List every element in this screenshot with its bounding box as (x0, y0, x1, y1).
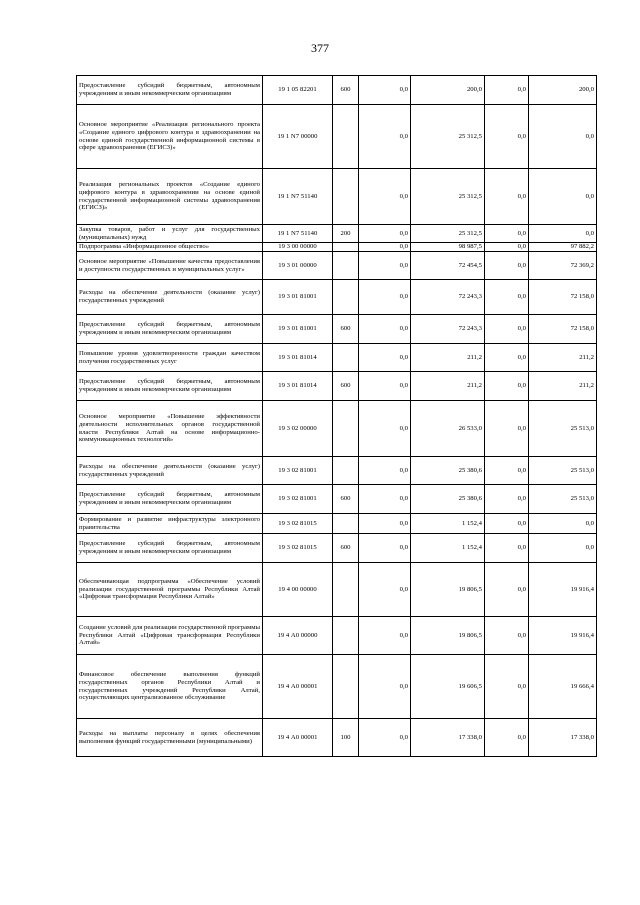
row-classification-code: 19 1 N7 51140 (263, 225, 333, 243)
row-value-2: 25 380,6 (411, 485, 485, 514)
row-expense-type (333, 457, 359, 485)
row-classification-code: 19 3 02 81015 (263, 534, 333, 563)
row-value-2: 211,2 (411, 344, 485, 372)
row-value-4: 0,0 (529, 169, 597, 225)
row-value-2: 98 987,5 (411, 243, 485, 252)
row-value-2: 72 243,3 (411, 315, 485, 344)
row-value-4: 72 369,2 (529, 252, 597, 280)
table-row (77, 76, 597, 105)
row-value-3: 0,0 (485, 401, 529, 457)
row-name: Предоставление субсидий бюджетным, автономным учреждениям и иным некоммерческим организациям (77, 76, 263, 105)
row-value-4: 17 338,0 (529, 719, 597, 757)
row-name: Реализация региональных проектов «Создание единого цифрового контура в здравоохранении на основе единой государственной информационной системы здравоохранения (ЕГИСЗ)» (77, 169, 263, 225)
table-row (77, 719, 597, 757)
row-name: Финансовое обеспечение выполнения функций государственных органов Республики Алтай и государственных учреждений Республики Алтай, осуществляющих централизованное обслуживание (77, 655, 263, 719)
row-value-1: 0,0 (359, 401, 411, 457)
row-value-4: 0,0 (529, 225, 597, 243)
row-name: Расходы на обеспечение деятельности (оказание услуг) государственных учреждений (77, 457, 263, 485)
row-value-4: 19 916,4 (529, 563, 597, 617)
row-expense-type (333, 344, 359, 372)
row-classification-code: 19 3 02 00000 (263, 401, 333, 457)
row-expense-type (333, 105, 359, 169)
table-row (77, 401, 597, 457)
row-classification-code: 19 3 01 81001 (263, 315, 333, 344)
row-expense-type (333, 243, 359, 252)
row-name: Обеспечивающая подпрограмма «Обеспечение условий реализации государственной программы Республики Алтай «Цифровая трансформация Республики Алтай» (77, 563, 263, 617)
table-row (77, 169, 597, 225)
row-value-3: 0,0 (485, 534, 529, 563)
row-value-2: 17 338,0 (411, 719, 485, 757)
row-value-2: 211,2 (411, 372, 485, 401)
row-value-2: 72 243,3 (411, 280, 485, 315)
row-classification-code: 19 3 01 81014 (263, 344, 333, 372)
row-value-4: 25 513,0 (529, 401, 597, 457)
row-value-4: 0,0 (529, 534, 597, 563)
row-name: Повышение уровня удовлетворенности граждан качеством получения государственных услуг (77, 344, 263, 372)
row-name: Создание условий для реализации государственной программы Республики Алтай «Цифровая трансформация Республики Алтай» (77, 617, 263, 655)
row-value-4: 19 916,4 (529, 617, 597, 655)
row-expense-type (333, 401, 359, 457)
row-value-3: 0,0 (485, 225, 529, 243)
row-classification-code: 19 4 А0 00001 (263, 655, 333, 719)
row-expense-type: 600 (333, 76, 359, 105)
row-expense-type (333, 563, 359, 617)
table-row (77, 225, 597, 243)
row-value-3: 0,0 (485, 280, 529, 315)
table-row (77, 344, 597, 372)
row-value-4: 72 158,0 (529, 280, 597, 315)
row-classification-code: 19 3 02 81015 (263, 514, 333, 534)
row-name: Основное мероприятие «Реализация регионального проекта «Создание единого цифрового контура в здравоохранении на основе единой государственной информационной системы в сфере здравоохранения (ЕГИСЗ)» (77, 105, 263, 169)
row-expense-type: 600 (333, 485, 359, 514)
row-value-2: 200,0 (411, 76, 485, 105)
row-value-3: 0,0 (485, 563, 529, 617)
row-value-4: 25 513,0 (529, 485, 597, 514)
row-expense-type (333, 280, 359, 315)
row-value-4: 0,0 (529, 105, 597, 169)
row-value-2: 25 380,6 (411, 457, 485, 485)
row-value-3: 0,0 (485, 243, 529, 252)
row-value-4: 25 513,0 (529, 457, 597, 485)
table-row (77, 534, 597, 563)
row-value-1: 0,0 (359, 563, 411, 617)
row-value-3: 0,0 (485, 514, 529, 534)
row-expense-type (333, 252, 359, 280)
row-value-2: 25 312,5 (411, 169, 485, 225)
row-classification-code: 19 1 N7 00000 (263, 105, 333, 169)
row-value-2: 19 606,5 (411, 655, 485, 719)
table-row (77, 617, 597, 655)
row-value-1: 0,0 (359, 315, 411, 344)
table-row (77, 655, 597, 719)
page-number: 377 (311, 41, 329, 55)
row-value-3: 0,0 (485, 372, 529, 401)
row-name: Подпрограмма «Информационное общество» (77, 243, 263, 252)
row-value-1: 0,0 (359, 485, 411, 514)
row-value-2: 25 312,5 (411, 105, 485, 169)
row-value-1: 0,0 (359, 719, 411, 757)
table-row (77, 372, 597, 401)
table-row (77, 514, 597, 534)
row-name: Закупка товаров, работ и услуг для государственных (муниципальных) нужд (77, 225, 263, 243)
table-row (77, 252, 597, 280)
row-value-4: 97 882,2 (529, 243, 597, 252)
row-value-1: 0,0 (359, 243, 411, 252)
row-name: Предоставление субсидий бюджетным, автономным учреждениям и иным некоммерческим организациям (77, 485, 263, 514)
row-value-3: 0,0 (485, 617, 529, 655)
row-value-3: 0,0 (485, 719, 529, 757)
row-value-3: 0,0 (485, 457, 529, 485)
row-value-2: 25 312,5 (411, 225, 485, 243)
row-expense-type (333, 169, 359, 225)
row-name: Предоставление субсидий бюджетным, автономным учреждениям и иным некоммерческим организациям (77, 315, 263, 344)
row-classification-code: 19 1 N7 51140 (263, 169, 333, 225)
row-expense-type (333, 655, 359, 719)
row-value-2: 1 152,4 (411, 534, 485, 563)
row-classification-code: 19 3 00 00000 (263, 243, 333, 252)
row-value-3: 0,0 (485, 76, 529, 105)
row-value-2: 19 806,5 (411, 563, 485, 617)
row-value-4: 211,2 (529, 372, 597, 401)
row-name: Основное мероприятие «Повышение эффективности деятельности исполнительных органов государственной власти Республики Алтай на основе информационно-коммуникационных технологий» (77, 401, 263, 457)
budget-table (76, 75, 597, 757)
row-value-1: 0,0 (359, 372, 411, 401)
row-value-1: 0,0 (359, 252, 411, 280)
row-value-3: 0,0 (485, 252, 529, 280)
row-classification-code: 19 4 00 00000 (263, 563, 333, 617)
row-value-1: 0,0 (359, 225, 411, 243)
row-value-2: 72 454,5 (411, 252, 485, 280)
row-value-1: 0,0 (359, 105, 411, 169)
row-expense-type (333, 514, 359, 534)
row-value-1: 0,0 (359, 280, 411, 315)
row-name: Формирование и развитие инфраструктуры электронного правительства (77, 514, 263, 534)
row-value-4: 211,2 (529, 344, 597, 372)
row-expense-type: 100 (333, 719, 359, 757)
table-row (77, 243, 597, 252)
row-name: Расходы на обеспечение деятельности (оказание услуг) государственных учреждений (77, 280, 263, 315)
row-expense-type: 600 (333, 372, 359, 401)
row-expense-type: 200 (333, 225, 359, 243)
row-value-3: 0,0 (485, 485, 529, 514)
row-value-3: 0,0 (485, 169, 529, 225)
row-name: Предоставление субсидий бюджетным, автономным учреждениям и иным некоммерческим организациям (77, 534, 263, 563)
row-classification-code: 19 1 05 82201 (263, 76, 333, 105)
row-expense-type (333, 617, 359, 655)
table-row (77, 105, 597, 169)
row-value-1: 0,0 (359, 457, 411, 485)
row-value-4: 0,0 (529, 514, 597, 534)
row-classification-code: 19 3 01 81014 (263, 372, 333, 401)
row-classification-code: 19 3 02 81001 (263, 457, 333, 485)
row-name: Расходы на выплаты персоналу в целях обеспечения выполнения функций государственными (муниципальными) (77, 719, 263, 757)
row-value-2: 1 152,4 (411, 514, 485, 534)
row-name: Основное мероприятие «Повышение качества предоставления и доступности государственных и муниципальных услуг» (77, 252, 263, 280)
row-classification-code: 19 3 02 81001 (263, 485, 333, 514)
row-value-1: 0,0 (359, 655, 411, 719)
row-value-3: 0,0 (485, 655, 529, 719)
row-classification-code: 19 3 01 81001 (263, 280, 333, 315)
table-row (77, 485, 597, 514)
row-classification-code: 19 3 01 00000 (263, 252, 333, 280)
row-value-4: 19 666,4 (529, 655, 597, 719)
row-value-4: 72 158,0 (529, 315, 597, 344)
row-value-1: 0,0 (359, 169, 411, 225)
row-expense-type: 600 (333, 534, 359, 563)
row-value-1: 0,0 (359, 344, 411, 372)
row-value-3: 0,0 (485, 315, 529, 344)
table-row (77, 315, 597, 344)
row-value-1: 0,0 (359, 76, 411, 105)
table-row (77, 457, 597, 485)
row-value-1: 0,0 (359, 617, 411, 655)
row-value-4: 200,0 (529, 76, 597, 105)
row-value-3: 0,0 (485, 344, 529, 372)
row-value-1: 0,0 (359, 534, 411, 563)
table-row (77, 280, 597, 315)
budget-table-body (77, 76, 597, 757)
row-name: Предоставление субсидий бюджетным, автономным учреждениям и иным некоммерческим организациям (77, 372, 263, 401)
table-row (77, 563, 597, 617)
row-classification-code: 19 4 А0 00000 (263, 617, 333, 655)
row-value-3: 0,0 (485, 105, 529, 169)
row-value-2: 19 806,5 (411, 617, 485, 655)
row-value-1: 0,0 (359, 514, 411, 534)
row-value-2: 26 533,0 (411, 401, 485, 457)
row-expense-type: 600 (333, 315, 359, 344)
row-classification-code: 19 4 А0 00001 (263, 719, 333, 757)
